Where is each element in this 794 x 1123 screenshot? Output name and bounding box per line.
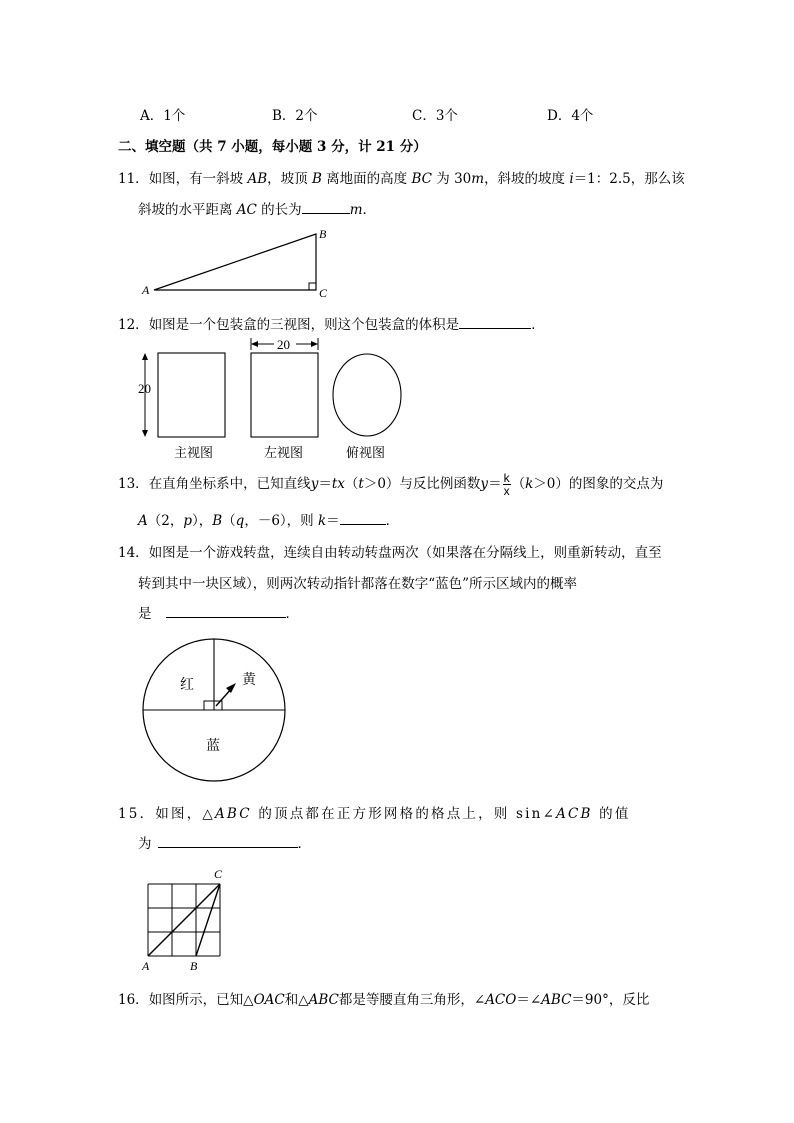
- question-14-line1: 14．如图是一个游戏转盘，连续自由转动转盘两次（如果落在分隔线上，则重新转动，直至: [118, 545, 662, 561]
- top-view-label: 俯视图: [346, 445, 386, 460]
- vertex-b-label: B: [319, 227, 327, 241]
- answer-blank-15[interactable]: [158, 833, 298, 848]
- slope-triangle: [154, 234, 316, 290]
- arrow-down-icon: [142, 430, 148, 437]
- arrow-up-icon: [142, 353, 148, 360]
- vertex-a-label: A: [142, 283, 150, 297]
- arrow-head-icon: [226, 683, 236, 693]
- answer-blank-14[interactable]: [166, 603, 286, 618]
- side-view-label: 左视图: [264, 445, 304, 460]
- option-c: C．3个: [412, 108, 458, 124]
- fraction-k-over-x: $\frac{k}{x}$: [503, 471, 510, 498]
- side-view-rect: [251, 353, 318, 437]
- slope-figure: [138, 224, 338, 300]
- question-13-line2: A（2，p），B（q，－6），则 k＝ ．: [138, 509, 399, 529]
- option-a: A．1个: [140, 108, 186, 124]
- section-title: 二、填空题（共 7 小题，每小题 3 分，计 21 分）: [118, 139, 427, 155]
- front-dimension-label: 20: [138, 381, 151, 396]
- side-bc: [196, 884, 220, 956]
- region-red-label: 红: [180, 678, 194, 693]
- region-yellow-label: 黄: [242, 673, 256, 688]
- vertex-c-label: C: [214, 867, 223, 881]
- question-14-line3: 是 ．: [138, 602, 299, 622]
- spinner-figure: [140, 636, 290, 784]
- question-13-line1: 13．在直角坐标系中，已知直线y＝tx（t＞0）与反比例函数y＝ $\frac{k}{x}$ （k＞0）的图象的交点为: [118, 471, 664, 498]
- right-angle-mark: [309, 283, 316, 290]
- answer-blank-13[interactable]: [340, 510, 386, 525]
- region-blue-label: 蓝: [206, 739, 220, 754]
- arrow-right-icon: [311, 341, 318, 347]
- question-16-line1: 16．如图所示，已知△OAC和△ABC都是等腰直角三角形，∠ACO＝∠ABC＝90°，反比: [118, 992, 650, 1008]
- question-12: 12．如图是一个包装盒的三视图，则这个包装盒的体积是 ．: [118, 313, 545, 333]
- option-b: B．2个: [272, 108, 318, 124]
- answer-blank-11[interactable]: [302, 199, 350, 214]
- top-view-ellipse: [333, 354, 401, 436]
- side-dimension-label: 20: [277, 337, 290, 352]
- arrow-left-icon: [251, 341, 258, 347]
- vertex-b-label: B: [190, 959, 198, 973]
- side-ac: [148, 884, 220, 956]
- front-view-label: 主视图: [174, 445, 214, 460]
- vertex-a-label: A: [142, 959, 150, 973]
- three-views-figure: [134, 334, 414, 462]
- front-view-rect: [158, 353, 225, 437]
- question-14-line2: 转到其中一块区域），则两次转动指针都落在数字“蓝色”所示区域内的概率: [138, 576, 578, 592]
- vertex-c-label: C: [319, 286, 328, 300]
- question-15-line1: 15．如图，△ABC 的顶点都在正方形网格的格点上，则 sin∠ACB 的值: [118, 806, 631, 822]
- question-11-line1: 11．如图，有一斜坡 AB，坡顶 B 离地面的高度 BC 为 30m，斜坡的坡度 i＝1：2.5，那么该: [118, 171, 685, 187]
- grid-figure: [138, 864, 238, 974]
- option-d: D．4个: [547, 108, 594, 124]
- question-11-line2: 斜坡的水平距离 AC 的长为 m．: [138, 198, 376, 218]
- answer-blank-12[interactable]: [459, 314, 531, 329]
- question-15-line2: 为 ．: [138, 832, 311, 852]
